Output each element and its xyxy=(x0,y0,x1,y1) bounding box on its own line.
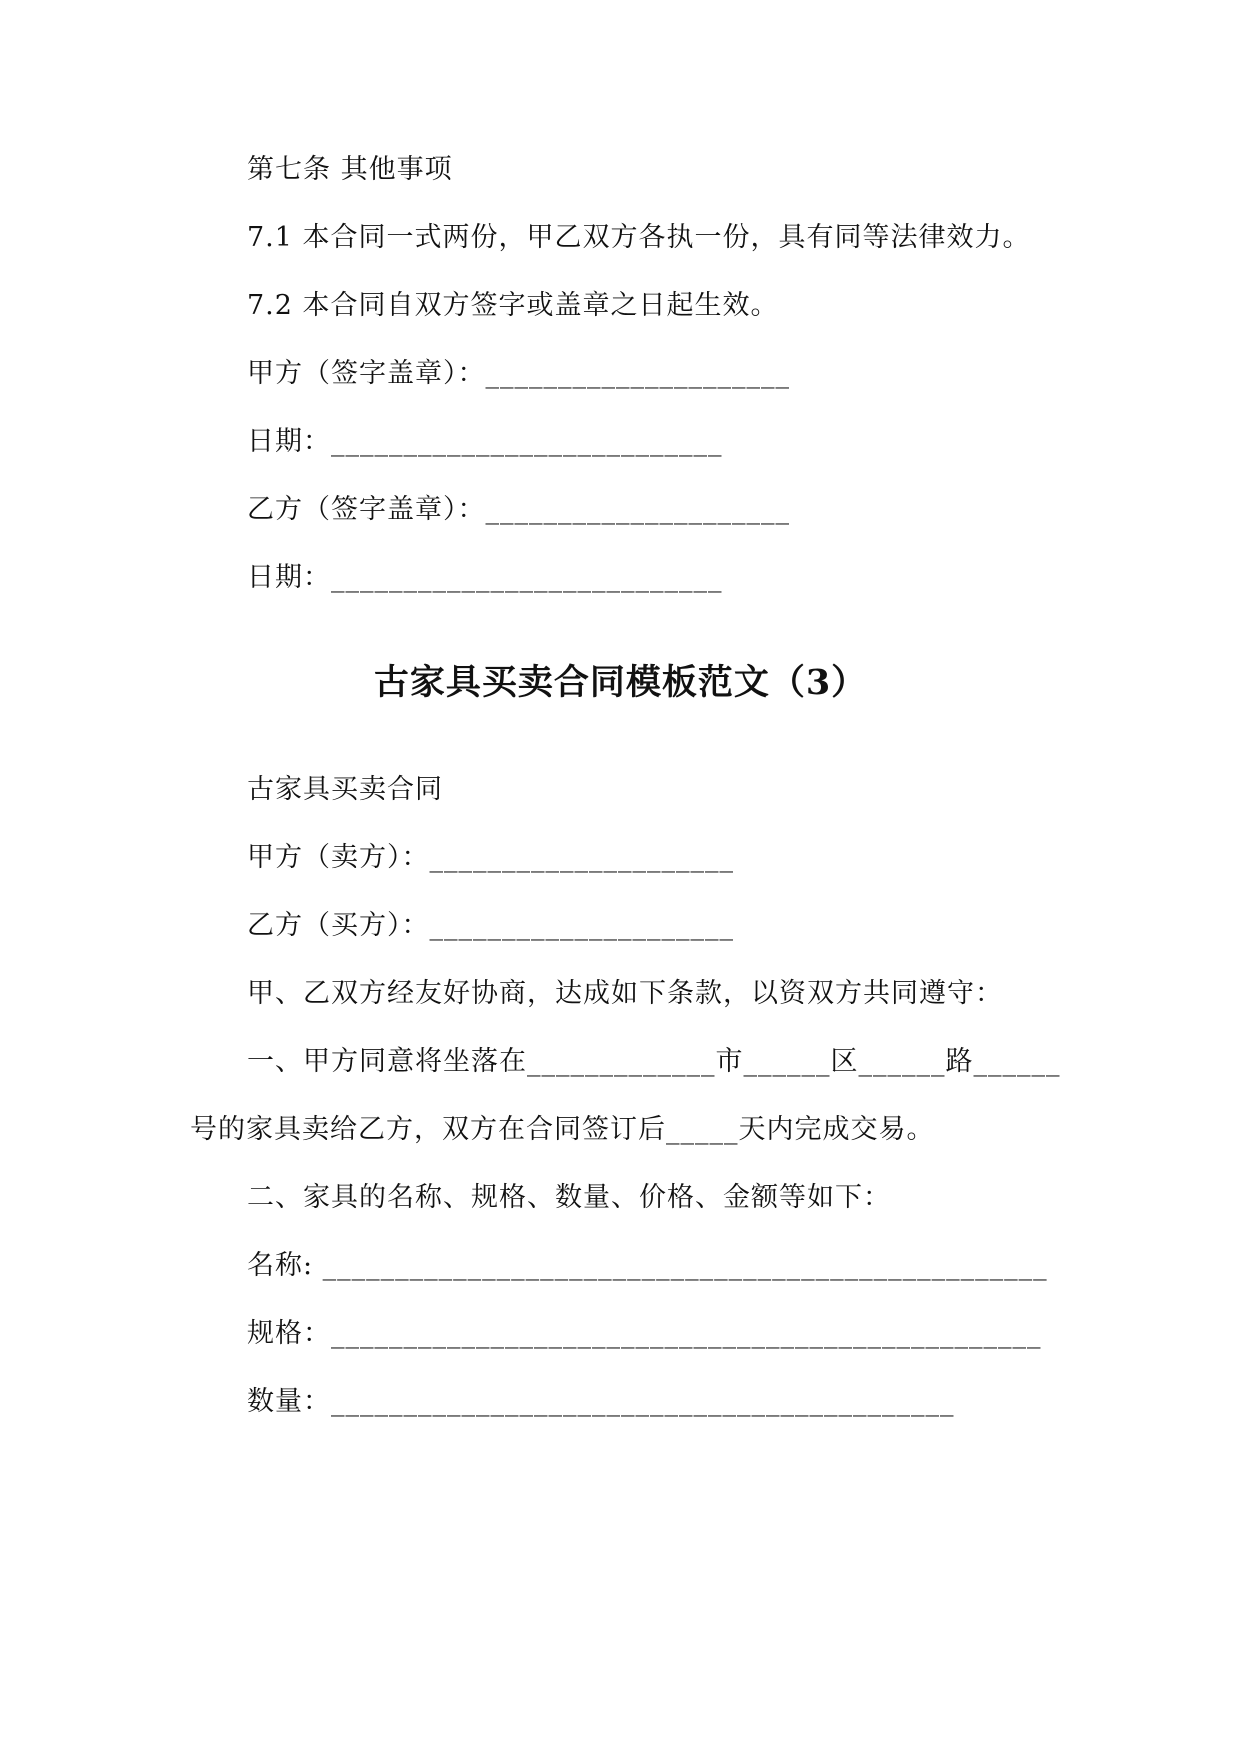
contract-intro: 甲、乙双方经友好协商，达成如下条款，以资双方共同遵守： xyxy=(247,978,1003,1009)
party-a-signature-line: 甲方（签字盖章）：_____________________ xyxy=(247,358,790,389)
field-spec-line: 规格：_________________________________________________ xyxy=(247,1318,1042,1349)
buyer-line: 乙方（买方）：_____________________ xyxy=(247,910,734,941)
contract-name: 古家具买卖合同 xyxy=(247,774,443,805)
clause-2: 二、家具的名称、规格、数量、价格、金额等如下： xyxy=(247,1182,891,1213)
field-quantity-line: 数量：___________________________________________ xyxy=(247,1386,955,1417)
clause-7-2: 7.2 本合同自双方签字或盖章之日起生效。 xyxy=(247,290,779,321)
clause-7-1: 7.1 本合同一式两份，甲乙双方各执一份，具有同等法律效力。 xyxy=(247,222,1031,253)
section-7-heading: 第七条 其他事项 xyxy=(247,154,453,185)
field-name-line: 名称: __________________________________________________ xyxy=(247,1250,1048,1281)
party-b-signature-line: 乙方（签字盖章）：_____________________ xyxy=(247,494,790,525)
seller-line: 甲方（卖方）：_____________________ xyxy=(247,842,734,873)
document-title: 古家具买卖合同模板范文（3） xyxy=(373,662,868,703)
clause-1-line-2: 号的家具卖给乙方，双方在合同签订后_____天内完成交易。 xyxy=(190,1114,935,1145)
clause-1-line-1: 一、甲方同意将坐落在_____________市______区______路______ xyxy=(247,1046,1061,1077)
party-b-date-line: 日期：___________________________ xyxy=(247,562,723,593)
party-a-date-line: 日期：___________________________ xyxy=(247,426,723,457)
